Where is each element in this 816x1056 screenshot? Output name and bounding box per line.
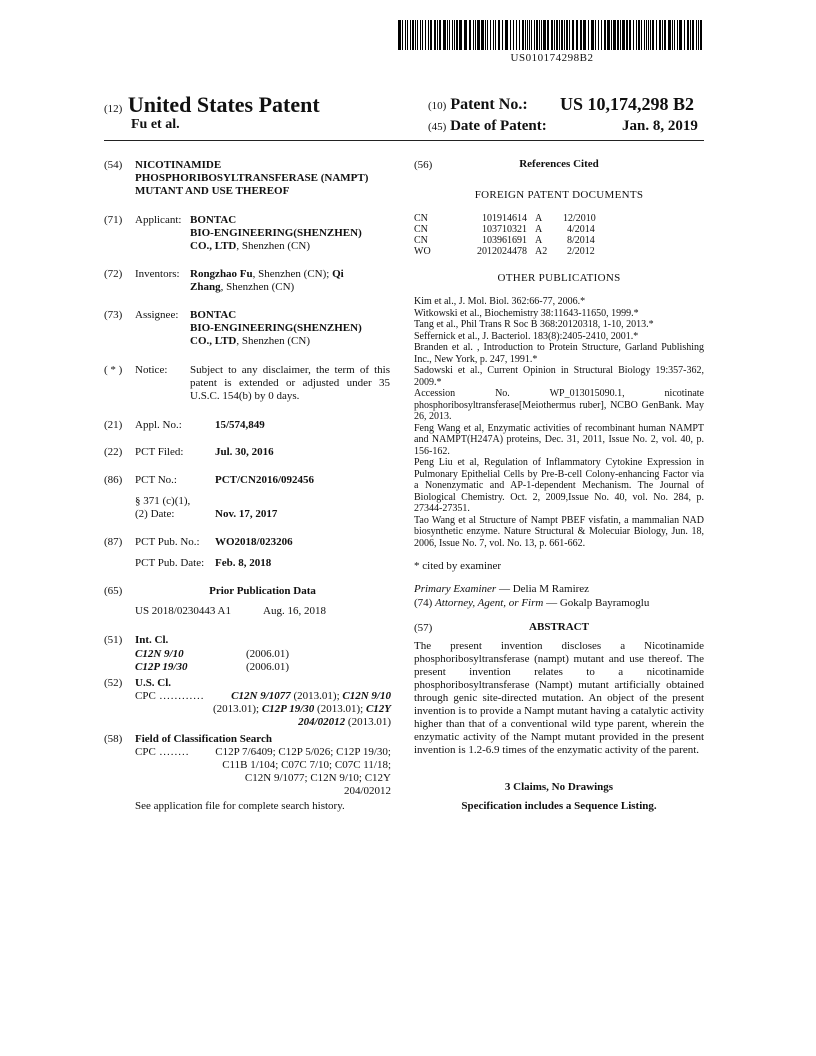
code-notice: ( * ) [104,364,123,376]
primary-examiner-name: — Delia M Ramirez [496,583,590,595]
other-publications-list [414,296,704,549]
prior-pub-heading: Prior Publication Data [209,585,316,597]
document-type: United States Patent [127,92,320,117]
inventor-2-name-part-1: Qi [332,268,344,280]
foreign-docs-heading: FOREIGN PATENT DOCUMENTS [474,189,644,201]
code-71: (71) [104,214,123,226]
foreign-ref-country: CN [414,235,428,246]
inventor-2-location: , Shenzhen (CN) [220,281,295,293]
code-65: (65) [104,585,123,597]
publication-item: Peng Liu et al, Regulation of Inflammatory Cytokine Expression in Pulmonary Epithelial Cells by Pre-B-cell Colony-enhancing Factor via a Nonenzymatic and AP-1-dependent Mechanism. The Journal of Biological Chemistry. Oct. 2, 2009,Issue No. 40, vol. No. 284, p. 27344-27351. [414,457,704,514]
applicant-label: Applicant: [135,214,182,226]
us-cl-line-2 [135,703,391,716]
notice-line-2: patent is extended or adjusted under 35 [190,377,390,389]
code-72: (72) [104,268,123,280]
pct-pub-date-label: PCT Pub. Date: [135,557,205,569]
s371-label-2: (2) Date: [135,508,175,520]
int-cl-year-2: (2006.01) [246,661,290,673]
code-52: (52) [104,677,123,689]
code-54: (54) [104,159,123,171]
assignee-name-line-3: CO., LTD [190,335,237,347]
claims-count: 3 Claims, No Drawings [504,781,614,793]
appl-no-value: 15/574,849 [215,419,265,431]
date-of-patent: Jan. 8, 2019 [622,118,698,134]
publication-item: Feng Wang et al, Enzymatic activities of recombinant human NAMPT and NAMPT(H247A) proteins, Dec. 31, 2011, Issue No. 2, vol. 40, p. 156-162. [414,422,704,457]
us-cl-year-1: (2013.01); [290,690,343,702]
code-87: (87) [104,536,123,548]
pct-pub-no-label: PCT Pub. No.: [135,536,200,548]
applicant-name-line-2: BIO-ENGINEERING(SHENZHEN) [190,227,362,239]
other-pubs-heading: OTHER PUBLICATIONS [497,272,621,284]
foreign-ref-number: 101914614 [482,213,527,224]
field-search-line-1: C12P 7/6409; C12P 5/026; C12P 19/30; [215,746,391,758]
foreign-ref-number: 103961691 [482,235,527,246]
appl-no-label: Appl. No.: [135,419,182,431]
us-cl-cpc-label: CPC [135,690,156,702]
int-cl-class-2: C12P 19/30 [135,661,188,673]
foreign-ref-kind: A [535,213,543,224]
us-cl-code-4a: C12Y [365,703,391,715]
int-cl-heading: Int. Cl. [135,634,169,646]
primary-examiner-label: Primary Examiner [414,583,497,595]
foreign-ref-number: 2012024478 [477,246,527,257]
notice-text [190,364,390,403]
references-heading: References Cited [519,158,599,170]
attorney-label: Attorney, Agent, or Firm [435,597,544,609]
us-cl-heading: U.S. Cl. [135,677,172,689]
pct-filed-value: Jul. 30, 2016 [215,446,274,458]
pct-no-value: PCT/CN2016/092456 [215,474,314,486]
foreign-ref-date: 12/2010 [563,213,596,224]
s371-date-value: Nov. 17, 2017 [215,508,278,520]
assignee-label: Assignee: [135,309,179,321]
foreign-ref-row [414,224,614,235]
applicant-location: , Shenzhen (CN) [236,240,310,252]
header-divider [104,140,704,141]
field-search-cpc-label: CPC [135,746,156,758]
us-cl-line-1 [231,690,391,703]
invention-title [135,159,368,198]
foreign-ref-row [414,235,614,246]
us-cl-code-2: C12N 9/10 [342,690,391,702]
foreign-ref-country: CN [414,224,428,235]
code-10: (10) [428,100,447,112]
assignee-value [190,309,362,348]
foreign-ref-kind: A [535,235,543,246]
int-cl-year-1: (2006.01) [246,648,290,660]
assignee-location: , Shenzhen (CN) [236,335,310,347]
assignee-name-line-2: BIO-ENGINEERING(SHENZHEN) [190,322,362,334]
notice-line-1: Subject to any disclaimer, the term of this [190,364,390,376]
code-22: (22) [104,446,123,458]
us-cl-code-1: C12N 9/1077 [231,690,291,702]
notice-line-3: U.S.C. 154(b) by 0 days. [190,390,300,402]
publication-item: Kim et al., J. Mol. Biol. 362:66-77, 2006.* [414,296,586,307]
barcode-image [398,20,706,50]
us-cl-code-3: C12P 19/30 [261,703,315,715]
applicant-name-line-1: BONTAC [190,214,237,226]
applicant-value [190,214,362,253]
assignee-name-line-1: BONTAC [190,309,237,321]
code-21: (21) [104,419,123,431]
int-cl-class-1: C12N 9/10 [135,648,184,660]
patent-number-line [428,94,695,114]
document-type-line [104,92,320,118]
title-line-1: NICOTINAMIDE [135,159,222,171]
sequence-listing-note: Specification includes a Sequence Listing. [461,800,657,812]
code-57: (57) [414,622,433,634]
code-58: (58) [104,733,123,745]
publication-item: Tang et al., Phil Trans R Soc B 368:20120318, 1-10, 2013.* [414,319,654,330]
pct-filed-label: PCT Filed: [135,446,184,458]
code-56: (56) [414,159,433,171]
inventor-2-name-part-2: Zhang [190,281,221,293]
barcode-number: US010174298B2 [510,52,594,64]
code-74: (74) [414,597,433,609]
us-cl-year-3: (2013.01); [314,703,366,715]
patent-number-label: Patent No.: [450,96,528,113]
field-search-note: See application file for complete search history. [135,800,345,812]
pct-no-label: PCT No.: [135,474,177,486]
code-73: (73) [104,309,123,321]
foreign-ref-date: 2/2012 [567,246,595,257]
foreign-ref-kind: A [535,224,543,235]
patent-number: US 10,174,298 B2 [560,94,695,114]
foreign-ref-row [414,246,614,257]
abstract-text: The present invention discloses a Nicotinamide phosphoribosyltransferase (nampt) mutant and use thereof. The present invention relates to a nicotinamide phosphoribosyltransferase (Nampt) mutant artificially obtained through genic site-directed mutation. An object of the present invention is to provide a Nampt mutant having a catalytic activity higher than that of a conventional wild type parent, wherein the enzymatic activity of the Nampt mutant provided in the present invention is 1.2-6.9 times of the enzymatic activity of the parent. [414,640,704,756]
publication-item: Accession No. WP_013015090.1, nicotinate phosphoribosyltransferase[Meiothermus ruber], NCBO GenBank. May 26, 2013. [414,388,704,422]
field-search-cpc [135,746,391,798]
inventor-1-location: , Shenzhen (CN); [252,268,333,280]
pct-pub-no-value: WO2018/023206 [215,536,293,548]
attorney-line [414,597,649,609]
primary-examiner [414,583,589,595]
publication-item: Seffernick et al., J. Bacteriol. 183(8):2405-2410, 2001.* [414,330,639,342]
foreign-ref-date: 8/2014 [567,235,595,246]
abstract-heading: ABSTRACT [529,621,589,633]
inventors-label: Inventors: [135,268,180,280]
code-45: (45) [428,121,447,133]
us-cl-leader: ............ [155,690,205,702]
code-51: (51) [104,634,123,646]
field-search-heading: Field of Classification Search [135,733,272,745]
foreign-ref-date: 4/2014 [567,224,595,235]
title-line-2: PHOSPHORIBOSYLTRANSFERASE (NAMPT) [135,172,369,184]
publication-item: Sadowski et al., Current Opinion in Structural Biology 19:357-362, 2009.* [414,365,704,388]
inventors-value [190,268,390,294]
field-search-leader: ........ [155,746,190,758]
field-search-line-4: 204/02012 [343,785,391,797]
prior-pub-number: US 2018/0230443 A1 [135,605,231,617]
notice-label: Notice: [135,364,168,376]
foreign-ref-country: CN [414,213,428,224]
foreign-ref-country: WO [414,246,431,257]
code-12: (12) [104,103,123,115]
field-search-line-3: C12N 9/1077; C12N 9/10; C12Y [244,772,391,784]
cited-by-examiner-note: * cited by examiner [414,560,502,572]
attorney-name: — Gokalp Bayramoglu [543,597,650,609]
inventors-short: Fu et al. [131,117,180,132]
publication-item: Witkowski et al., Biochemistry 38:11643-11650, 1999.* [414,307,639,319]
code-86: (86) [104,474,123,486]
inventor-1-name: Rongzhao Fu [190,268,253,280]
publication-item: Branden et al. , Introduction to Protein Structure, Garland Publishing Inc., New York, p. 247, 1991.* [414,342,704,365]
prior-pub-date: Aug. 16, 2018 [263,605,326,617]
date-of-patent-label: Date of Patent: [450,118,547,134]
applicant-name-line-3: CO., LTD [190,240,237,252]
us-cl-year-4: (2013.01) [345,716,391,728]
foreign-ref-row [414,213,614,224]
title-line-3: MUTANT AND USE THEREOF [135,185,290,197]
foreign-ref-number: 103710321 [482,224,527,235]
us-cl-year-2: (2013.01); [212,703,262,715]
foreign-ref-kind: A2 [535,246,548,257]
pct-pub-date-value: Feb. 8, 2018 [215,557,272,569]
us-cl-line-3 [135,716,391,729]
s371-label-1: § 371 (c)(1), [135,495,191,507]
us-cl-cpc [135,690,391,729]
publication-item: Tao Wang et al Structure of Nampt PBEF visfatin, a mammalian NAD biosynthetic enzyme. Nature Structural & Molecuiar Biology, Jun. 18, 2006, Issue No. 7, vol. No. 13, p. 661-662. [414,514,704,549]
date-of-patent-line [428,118,698,135]
us-cl-code-4b: 204/02012 [298,716,346,728]
field-search-line-2: C11B 1/104; C07C 7/10; C07C 11/18; [222,759,391,771]
